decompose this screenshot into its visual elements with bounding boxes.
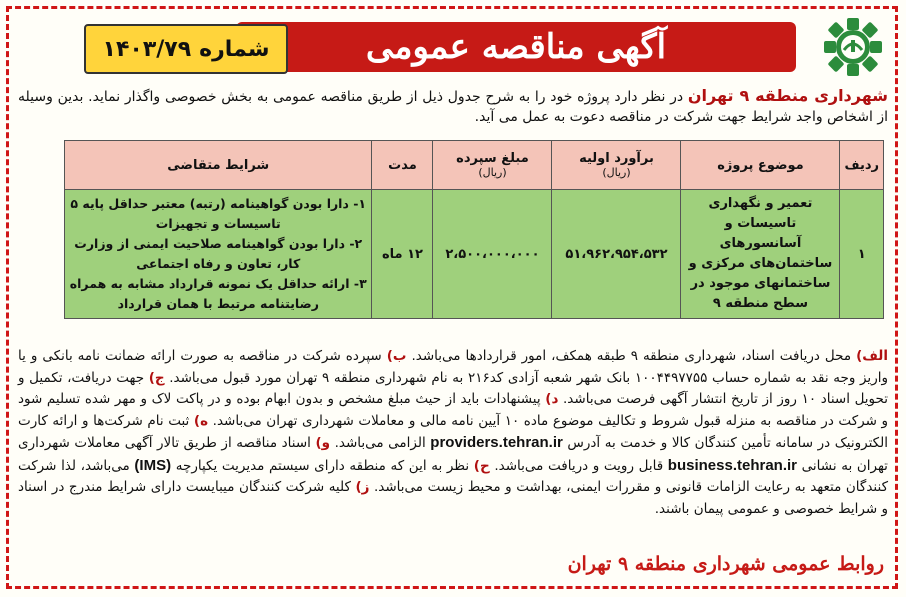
cell-duration: ۱۲ ماه [372,190,433,319]
cell-index: ۱ [840,190,884,319]
clause-vav-post: قابل رویت و دریافت می‌باشد. [494,457,664,474]
col-index: ردیف [840,141,884,190]
marker-he: ه) [193,412,209,429]
col-deposit [433,141,552,190]
ad-number-box [84,24,288,74]
clause-he-post: الزامی می‌باشد. [334,435,426,451]
col-duration: مدت [372,141,433,190]
footer-signature: روابط عمومی شهرداری منطقه ۹ تهران [567,553,884,575]
title-banner [236,22,796,72]
tehran-municipality-logo [822,16,884,78]
clause-jim: جهت دریافت، تکمیل و تحویل اسناد ۱۰ روز از تاریخ انتشار آگهی فرصت می‌باشد. [18,369,889,407]
ad-number-label: شماره [199,36,270,62]
clause-he-pre: ثبت نام شرکت‌ها و ارائه کارت الکترونیک در سامانه تأمین کنندگان کالا و خدمت به آدرس [18,412,888,451]
table-header-row [65,141,884,190]
col-estimate-label: برآورد اولیه [579,151,654,166]
clause-vav-pre: اسناد مناقصه از طریق تالار آگهی معاملات شهرداری تهران به نشانی [18,435,888,474]
clause-dal: پیشنهادات باید از حیث مبلغ مشخص و بدون ابهام بوده و در پاکت لاک و مهر شده تسلیم شود و شرکت در مناقصه به منزله قبول شروط و تکالیف موضوع ماده ۱۰ آیین نامه مالی و معاملات شهرداری تهران می‌باشد. [18,391,888,429]
cell-deposit: ۲،۵۰۰،۰۰۰،۰۰۰ [433,190,552,319]
cell-conditions [65,190,372,319]
intro-paragraph [18,86,888,127]
col-topic: موضوع پروژه [681,141,840,190]
ad-number-value: ۱۴۰۳/۷۹ [102,36,192,62]
marker-jim: ج) [148,369,165,386]
cell-topic: تعمیر و نگهداری تاسیسات و آسانسورهای ساختمان‌های مرکزی و ساختمانهای موجود در سطح منطقه ۹ [681,190,840,319]
marker-ze: ز) [355,479,370,495]
marker-be: ب) [386,348,407,364]
clause-alef: محل دریافت اسناد، شهرداری منطقه ۹ طبقه همکف، امور قراردادها می‌باشد. [411,348,852,364]
ad-body [14,12,892,585]
marker-dal: د) [545,391,559,407]
clause-ha-post: می‌باشد، لذا شرکت کنندگان متعهد به رعایت الزامات قانونی و مقررات ایمنی، بهداشت و محیط زیست می‌باشد. [18,457,888,495]
marker-vav: و) [315,435,331,451]
tender-table [64,140,884,319]
providers-url[interactable]: providers.tehran.ir [430,434,563,451]
clause-ze: کلیه شرکت کنندگان میبایست دارای شرایط مندرج در اسناد و شرایط خصوصی و عمومی پیمان باشند. [18,479,888,517]
clause-ha-pre: نظر به این که منطقه دارای سیستم مدیریت یکپارچه [175,457,470,474]
ad-title: آگهی مناقصه عمومی [365,27,667,67]
col-deposit-unit: (ریال) [478,166,507,179]
intro-text: در نظر دارد پروژه خود را به شرح جدول ذیل از طریق مناقصه عمومی به بخش خصوصی واگذار نماید. بدین وسیله از اشخاص واجد شرایط جهت شرکت در مناقصه دعوت به عمل می آید. [18,89,888,125]
table-row [65,190,884,319]
col-estimate [552,141,681,190]
col-conditions: شرایط متقاضی [65,141,372,190]
terms-paragraph [18,346,888,520]
marker-alef: الف) [856,348,889,364]
condition-item-3: ۳- ارائه حداقل یک نمونه قرارداد مشابه به همراه رضایتنامه مرتبط با همان قرارداد [69,276,367,311]
org-name: شهرداری منطقه ۹ تهران [687,86,889,105]
cell-estimate: ۵۱،۹۶۲،۹۵۴،۵۳۲ [552,190,681,319]
condition-item-2: ۲- دارا بودن گواهینامه صلاحیت ایمنی از وزارت کار، تعاون و رفاه اجتماعی [74,236,363,271]
condition-item-1: ۱- دارا بودن گواهینامه (رتبه) معتبر حداقل پایه ۵ تاسیسات و تجهیزات [70,196,367,231]
col-deposit-label: مبلغ سپرده [456,151,529,166]
col-estimate-unit: (ریال) [602,166,631,179]
header [14,12,892,82]
marker-ha: ح) [473,457,490,474]
ims-label: (IMS) [134,456,172,474]
business-url[interactable]: business.tehran.ir [667,456,798,474]
clause-be: سپرده شرکت در مناقصه به صورت ارائه ضمانت نامه بانکی و یا واریز وجه نقد به شماره حساب ۱۰۰۴۴۹۷۷۵۵ بانک شهر شعبه آزادی کد۲۱۶ به نام شهرداری منطقه ۹ تهران مورد قبول می‌باشد. [18,348,888,386]
